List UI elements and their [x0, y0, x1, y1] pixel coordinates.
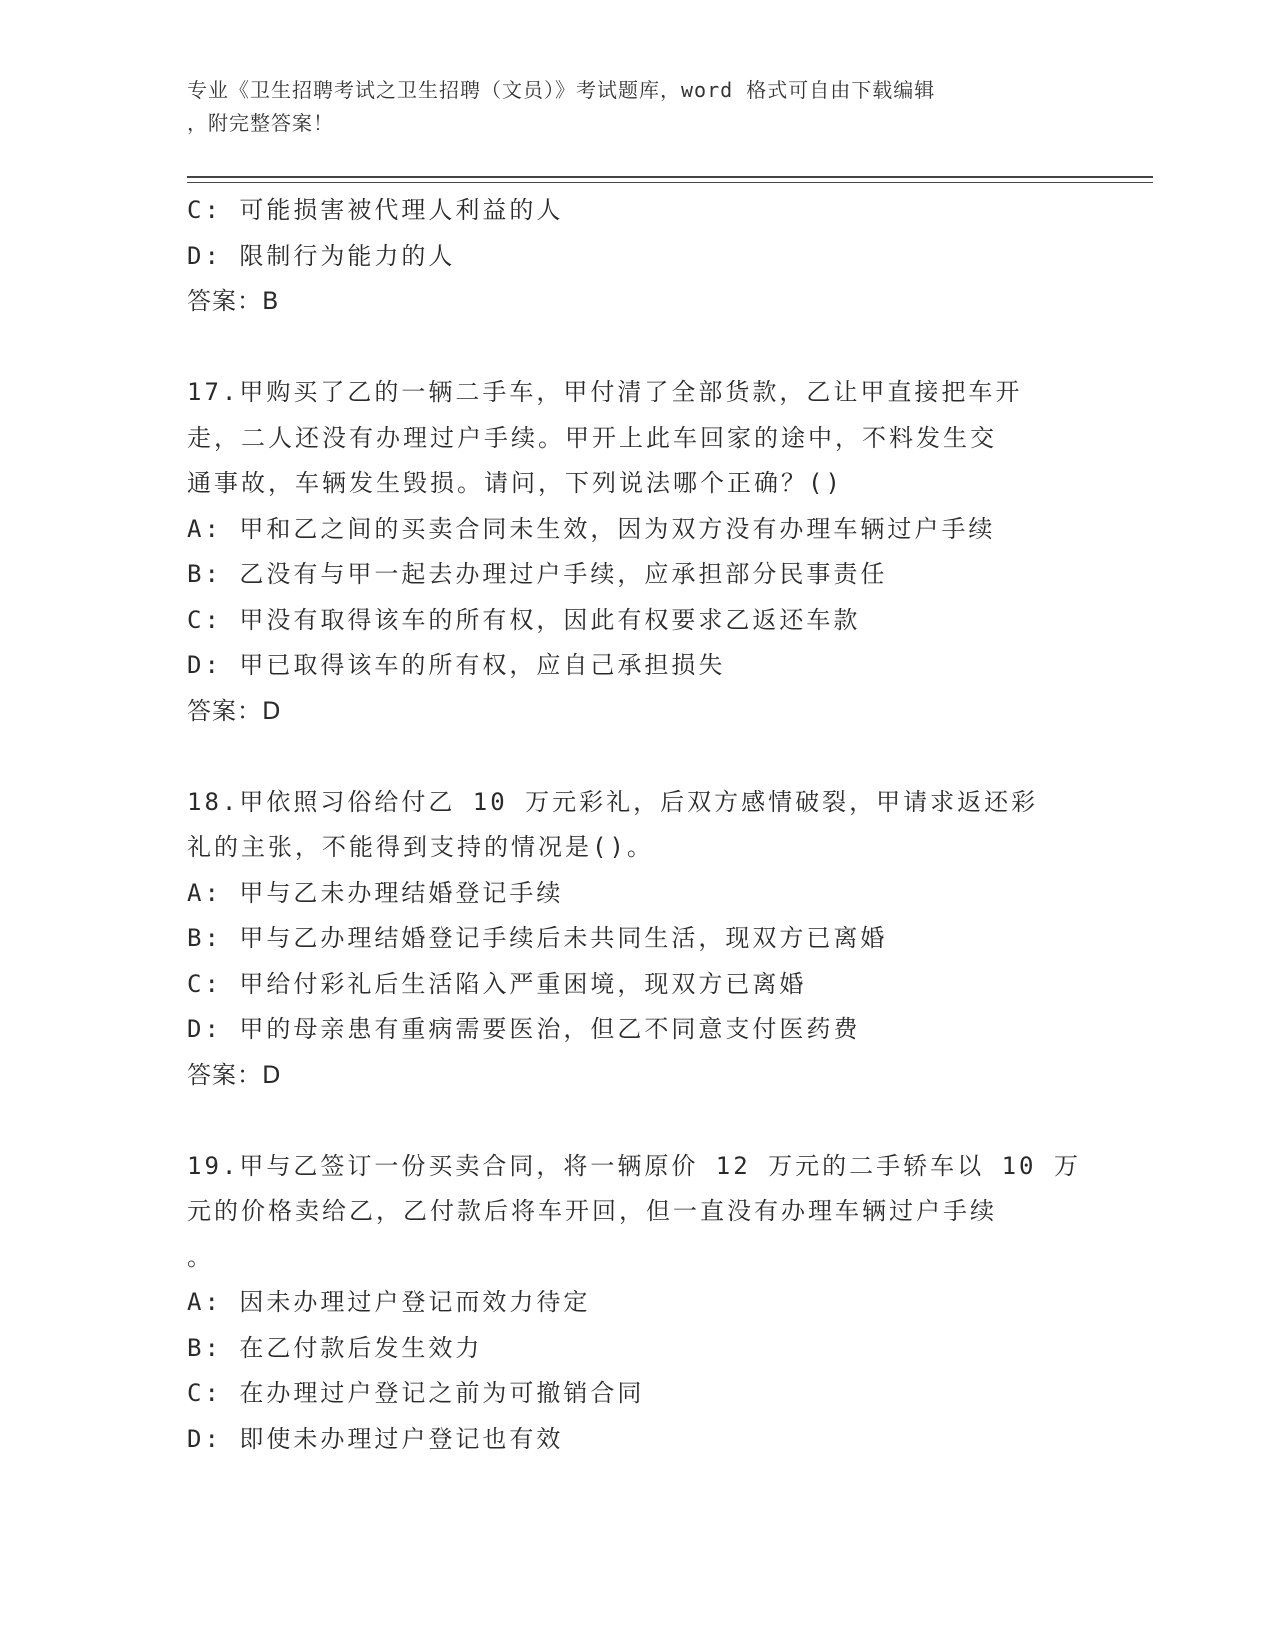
- question-text: [187, 370, 1087, 507]
- option-d: D: 甲的母亲患有重病需要医治，但乙不同意支付医药费: [187, 1015, 861, 1043]
- header-divider-thin: [187, 182, 1153, 183]
- question-17: [187, 370, 1087, 734]
- option-d: D: 即使未办理过户登记也有效: [187, 1424, 564, 1453]
- question-text-line: 17.甲购买了乙的一辆二手车，甲付清了全部货款，乙让甲直接把车开: [187, 378, 1023, 406]
- option-b: B: 在乙付款后发生效力: [187, 1333, 483, 1362]
- question-text-line: 通事故，车辆发生毁损。请问，下列说法哪个正确？(): [187, 469, 843, 497]
- option-b: B: 甲与乙办理结婚登记手续后未共同生活，现双方已离婚: [187, 924, 888, 952]
- option-c: C: 甲给付彩礼后生活陷入严重困境，现双方已离婚: [187, 969, 807, 998]
- option-c: C: 甲没有取得该车的所有权，因此有权要求乙返还车款: [187, 605, 861, 634]
- option-b: B: 乙没有与甲一起去办理过户手续，应承担部分民事责任: [187, 560, 888, 588]
- question-text-line: 。: [187, 1242, 214, 1271]
- question-text: [187, 780, 1087, 871]
- answer-label: 答案：D: [187, 1060, 282, 1089]
- header-divider-thick: [187, 176, 1153, 178]
- question-text-line: 礼的主张，不能得到支持的情况是()。: [187, 833, 654, 861]
- option-a: A: 甲和乙之间的买卖合同未生效，因为双方没有办理车辆过户手续: [187, 514, 996, 543]
- option-c: C: 可能损害被代理人利益的人: [187, 196, 564, 224]
- option-c: C: 在办理过户登记之前为可撤销合同: [187, 1379, 645, 1407]
- option-a: A: 因未办理过户登记而效力待定: [187, 1288, 591, 1316]
- question-19: [187, 1144, 1087, 1463]
- spacer: [187, 1098, 1087, 1144]
- header-line-2: ，附完整答案！: [187, 111, 334, 135]
- option-d: D: 甲已取得该车的所有权，应自己承担损失: [187, 651, 726, 679]
- question-18: [187, 780, 1087, 1099]
- question-text-line: 19.甲与乙签订一份买卖合同，将一辆原价 12 万元的二手轿车以 10 万: [187, 1151, 1081, 1180]
- question-16-tail: [187, 188, 1087, 325]
- question-body: [187, 188, 1087, 1462]
- question-text: [187, 1144, 1087, 1281]
- answer-label: 答案：B: [187, 287, 280, 315]
- option-a: A: 甲与乙未办理结婚登记手续: [187, 878, 564, 907]
- question-text-line: 18.甲依照习俗给付乙 10 万元彩礼，后双方感情破裂，甲请求返还彩: [187, 787, 1039, 816]
- question-text-line: 元的价格卖给乙，乙付款后将车开回，但一直没有办理车辆过户手续: [187, 1197, 997, 1225]
- option-d: D: 限制行为能力的人: [187, 241, 456, 270]
- spacer: [187, 325, 1087, 371]
- header-line-1: 专业《卫生招聘考试之卫生招聘（文员）》考试题库，word 格式可自由下载编辑: [187, 78, 936, 102]
- spacer: [187, 734, 1087, 780]
- document-header: [187, 74, 1067, 140]
- answer-label: 答案：D: [187, 696, 282, 725]
- question-text-line: 走，二人还没有办理过户手续。甲开上此车回家的途中，不料发生交: [187, 423, 997, 452]
